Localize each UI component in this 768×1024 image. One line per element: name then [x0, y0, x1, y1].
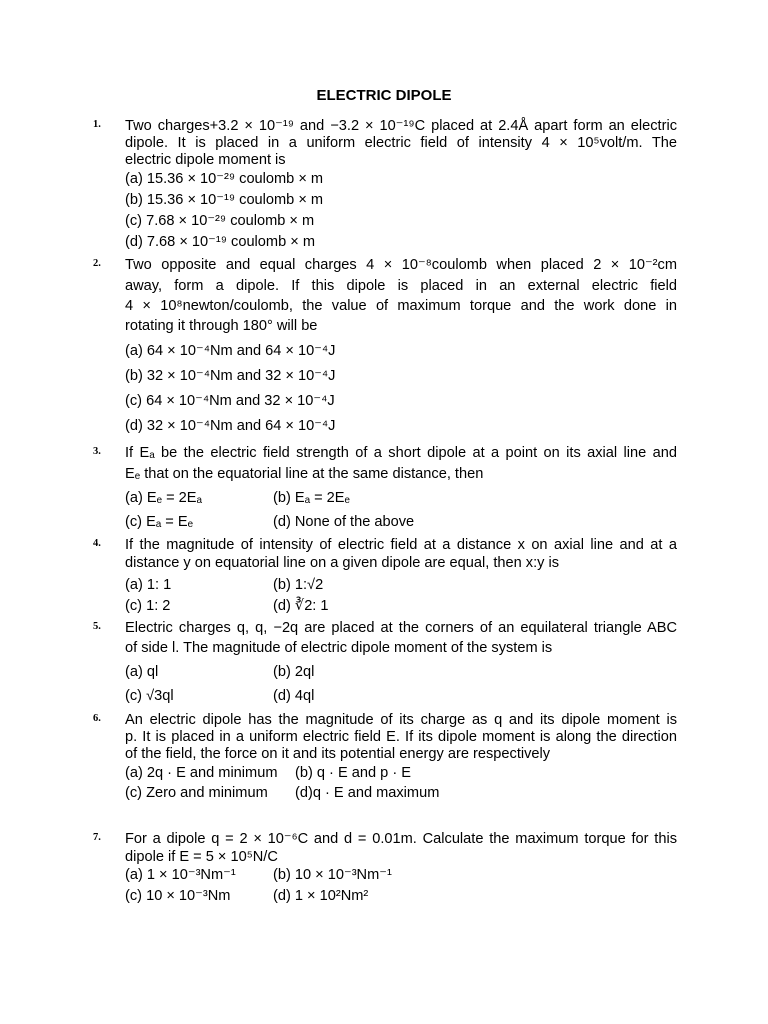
- option-a: (a) 1 × 10⁻³Nm⁻¹: [125, 867, 236, 883]
- options-row: [125, 597, 677, 615]
- option-b: (b) 1:√2: [273, 577, 324, 593]
- option-d: (d) 4ql: [273, 688, 315, 704]
- option-d: (d) None of the above: [273, 514, 415, 530]
- option-a: (a) Eₑ = 2Eₐ: [125, 490, 202, 506]
- question-number: 6.: [93, 713, 101, 724]
- question-text-line: rotating it through 180° will be: [125, 318, 318, 334]
- option-a: (a) 64 × 10⁻⁴Nm and 64 × 10⁻⁴J: [125, 343, 336, 359]
- question-text-line: away, form a dipole. If this dipole is placed in an external electric field: [125, 278, 677, 294]
- question-number: 4.: [93, 538, 101, 549]
- question-text-line: 4 × 10⁸newton/coulomb, the value of maximum torque and the work done in: [125, 298, 677, 314]
- question-number: 5.: [93, 621, 101, 632]
- options-row: [125, 887, 677, 905]
- options-row: [125, 866, 677, 884]
- option-a: (a) 2q · E and minimum: [125, 765, 278, 781]
- options-row: [125, 784, 677, 802]
- question-text-line: If the magnitude of intensity of electric field at a distance x on axial line and at a: [125, 537, 677, 553]
- option-b: (b) 15.36 × 10⁻¹⁹ coulomb × m: [125, 192, 324, 208]
- option-c: (c) √3ql: [125, 688, 174, 704]
- option-a: (a) 1: 1: [125, 577, 172, 593]
- option-b: (b) 10 × 10⁻³Nm⁻¹: [273, 867, 392, 883]
- option-c: (c) 7.68 × 10⁻²⁹ coulomb × m: [125, 213, 315, 229]
- options-row: [125, 764, 677, 782]
- option-c: (c) 64 × 10⁻⁴Nm and 32 × 10⁻⁴J: [125, 393, 335, 409]
- question-text-line: For a dipole q = 2 × 10⁻⁶C and d = 0.01m. Calculate the maximum torque for this: [125, 831, 677, 847]
- option-d: (d) 32 × 10⁻⁴Nm and 64 × 10⁻⁴J: [125, 418, 336, 434]
- question-text-line: Electric charges q, q, −2q are placed at the corners of an equilateral triangle ABC: [125, 620, 677, 636]
- question-text-line: distance y on equatorial line on a given dipole are equal, then x:y is: [125, 555, 560, 571]
- question-number: 3.: [93, 446, 101, 457]
- option-c: (c) 1: 2: [125, 598, 171, 614]
- options-row: [125, 576, 677, 594]
- question-text-line: If Eₐ be the electric field strength of a short dipole at a point on its axial line and: [125, 445, 677, 461]
- question-text-line: Eₑ that on the equatorial line at the same distance, then: [125, 466, 484, 482]
- options-row: [125, 687, 677, 705]
- question-text-line: of the field, the force on it and its potential energy are respectively: [125, 746, 551, 762]
- options-row: [125, 489, 677, 507]
- option-b: (b) Eₐ = 2Eₑ: [273, 490, 350, 506]
- question-number: 1.: [93, 119, 101, 130]
- option-a: (a) ql: [125, 664, 159, 680]
- option-c: (c) Eₐ = Eₑ: [125, 514, 194, 530]
- question-text-line: dipole. It is placed in a uniform electric field of intensity 4 × 10⁵volt/m. The: [125, 135, 677, 151]
- option-b: (b) 32 × 10⁻⁴Nm and 32 × 10⁻⁴J: [125, 368, 336, 384]
- question-number: 7.: [93, 832, 101, 843]
- option-d: (d) ∛2: 1: [273, 598, 329, 614]
- options-row: [125, 663, 677, 681]
- page-title: ELECTRIC DIPOLE: [316, 87, 452, 104]
- question-text-line: dipole if E = 5 × 10⁵N/C: [125, 849, 278, 865]
- question-text-line: electric dipole moment is: [125, 152, 286, 168]
- option-d: (d) 7.68 × 10⁻¹⁹ coulomb × m: [125, 234, 315, 250]
- option-c: (c) 10 × 10⁻³Nm: [125, 888, 231, 904]
- option-c: (c) Zero and minimum: [125, 785, 268, 801]
- question-number: 2.: [93, 258, 101, 269]
- question-text-line: of side l. The magnitude of electric dipole moment of the system is: [125, 640, 553, 656]
- option-a: (a) 15.36 × 10⁻²⁹ coulomb × m: [125, 171, 324, 187]
- option-d: (d)q · E and maximum: [295, 785, 440, 801]
- option-b: (b) 2ql: [273, 664, 315, 680]
- question-text-line: Two opposite and equal charges 4 × 10⁻⁸coulomb when placed 2 × 10⁻²cm: [125, 257, 677, 273]
- option-d: (d) 1 × 10²Nm²: [273, 888, 369, 904]
- options-row: [125, 513, 677, 531]
- question-text-line: An electric dipole has the magnitude of its charge as q and its dipole moment is: [125, 712, 677, 728]
- question-text-line: p. It is placed in a uniform electric field E. If its dipole moment is along the direction: [125, 729, 677, 745]
- question-text-line: Two charges+3.2 × 10⁻¹⁹ and −3.2 × 10⁻¹⁹C placed at 2.4Å apart form an electric: [125, 118, 677, 134]
- option-b: (b) q · E and p · E: [295, 765, 411, 781]
